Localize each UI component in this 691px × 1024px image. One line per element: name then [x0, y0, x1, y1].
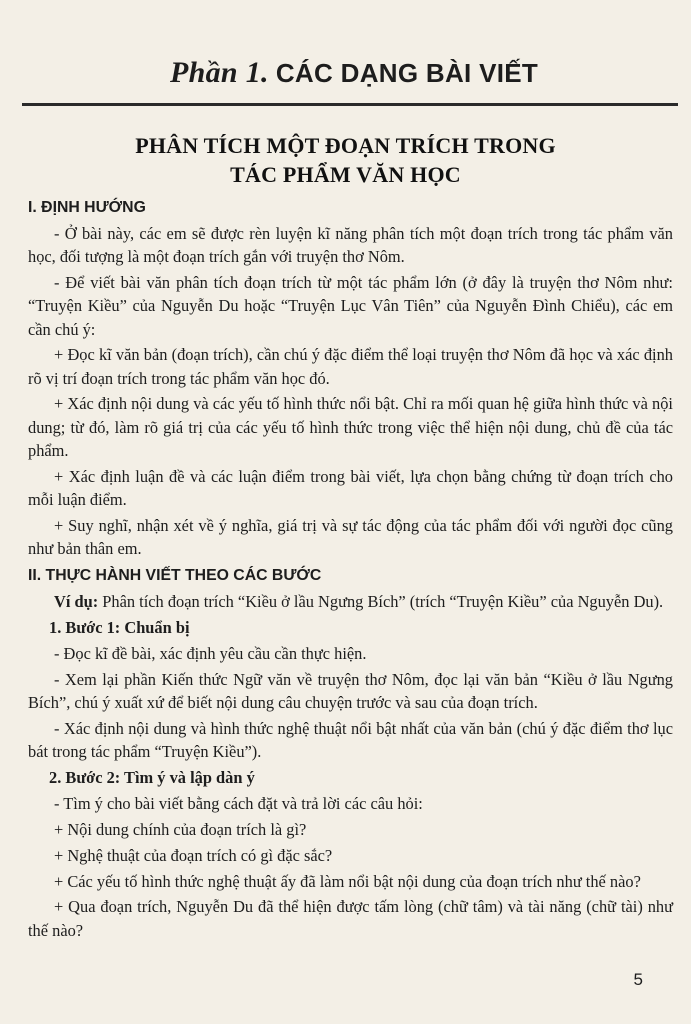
paragraph: - Ở bài này, các em sẽ được rèn luyện kĩ năng phân tích một đoạn trích trong tác phẩm văn học, đối tượng là một đoạn trích gắn với truyện thơ Nôm.	[28, 224, 673, 267]
paragraph: + Các yếu tố hình thức nghệ thuật ấy đã làm nổi bật nội dung của đoạn trích như thế nào?	[54, 871, 641, 891]
paragraph: + Xác định nội dung và các yếu tố hình thức nổi bật. Chỉ ra mối quan hệ giữa hình thức và nội dung; từ đó, làm rõ giá trị của các yếu tố hình thức trong việc thể hiện nội dung, chủ đề của tác phẩm.	[28, 394, 673, 460]
paragraph: + Nghệ thuật của đoạn trích có gì đặc sắc?	[54, 845, 333, 865]
part-title	[170, 56, 538, 90]
example-text: Phân tích đoạn trích “Kiều ở lầu Ngưng Bích” (trích “Truyện Kiều” của Nguyễn Du).	[98, 592, 664, 612]
paragraph: + Đọc kĩ văn bản (đoạn trích), cần chú ý đặc điểm thể loại truyện thơ Nôm đã học và xác định rõ vị trí đoạn trích trong tác phẩm văn học đó.	[28, 345, 673, 388]
paragraph: + Qua đoạn trích, Nguyễn Du đã thể hiện được tấm lòng (chữ tâm) và tài năng (chữ tài) như thế nào?	[28, 897, 673, 940]
lesson-title-line2: TÁC PHẨM VĂN HỌC	[230, 162, 461, 187]
example-label: Ví dụ:	[54, 592, 99, 612]
section-heading-thuc-hanh: II. THỰC HÀNH VIẾT THEO CÁC BƯỚC	[28, 567, 322, 585]
step1-title: 1. Bước 1: Chuẩn bị	[49, 618, 190, 638]
paragraph: - Xem lại phần Kiến thức Ngữ văn về truyện thơ Nôm, đọc lại văn bản “Kiều ở lầu Ngưng Bích”, chú ý xuất xứ để biết nội dung câu chuyện trước và sau của đoạn trích.	[28, 670, 673, 713]
lesson-title-line1: PHÂN TÍCH MỘT ĐOẠN TRÍCH TRONG	[135, 133, 556, 158]
paragraph: + Nội dung chính của đoạn trích là gì?	[54, 820, 307, 840]
section-heading-dinh-huong: I. ĐỊNH HƯỚNG	[28, 199, 146, 216]
paragraph: - Xác định nội dung và hình thức nghệ thuật nổi bật nhất của văn bản (chú ý đặc điểm thơ lục bát trong tác phẩm “Truyện Kiều”).	[28, 719, 673, 762]
part-label: Phần 1.	[170, 56, 269, 89]
page-number: 5	[633, 970, 643, 989]
paragraph: - Để viết bài văn phân tích đoạn trích từ một tác phẩm lớn (ở đây là truyện thơ Nôm như: “Truyện Kiều” của Nguyễn Du hoặc “Truyện Lục Vân Tiên” của Nguyễn Đình Chiểu), các em cần chú ý:	[28, 273, 673, 339]
paragraph: + Suy nghĩ, nhận xét về ý nghĩa, giá trị và sự tác động của tác phẩm đối với người đọc cũng như bản thân em.	[28, 515, 673, 558]
part-header	[0, 48, 691, 106]
example-paragraph	[28, 590, 673, 613]
header-rule	[22, 103, 678, 106]
category-label: CÁC DẠNG BÀI VIẾT	[275, 58, 539, 88]
paragraph: + Xác định luận đề và các luận điểm trong bài viết, lựa chọn bằng chứng từ đoạn trích cho mỗi luận điểm.	[28, 466, 673, 509]
paragraph: - Tìm ý cho bài viết bằng cách đặt và trả lời các câu hỏi:	[54, 794, 423, 814]
step2-title: 2. Bước 2: Tìm ý và lập dàn ý	[49, 768, 255, 788]
paragraph: - Đọc kĩ đề bài, xác định yêu cầu cần thực hiện.	[54, 644, 367, 664]
lesson-body	[28, 192, 673, 944]
